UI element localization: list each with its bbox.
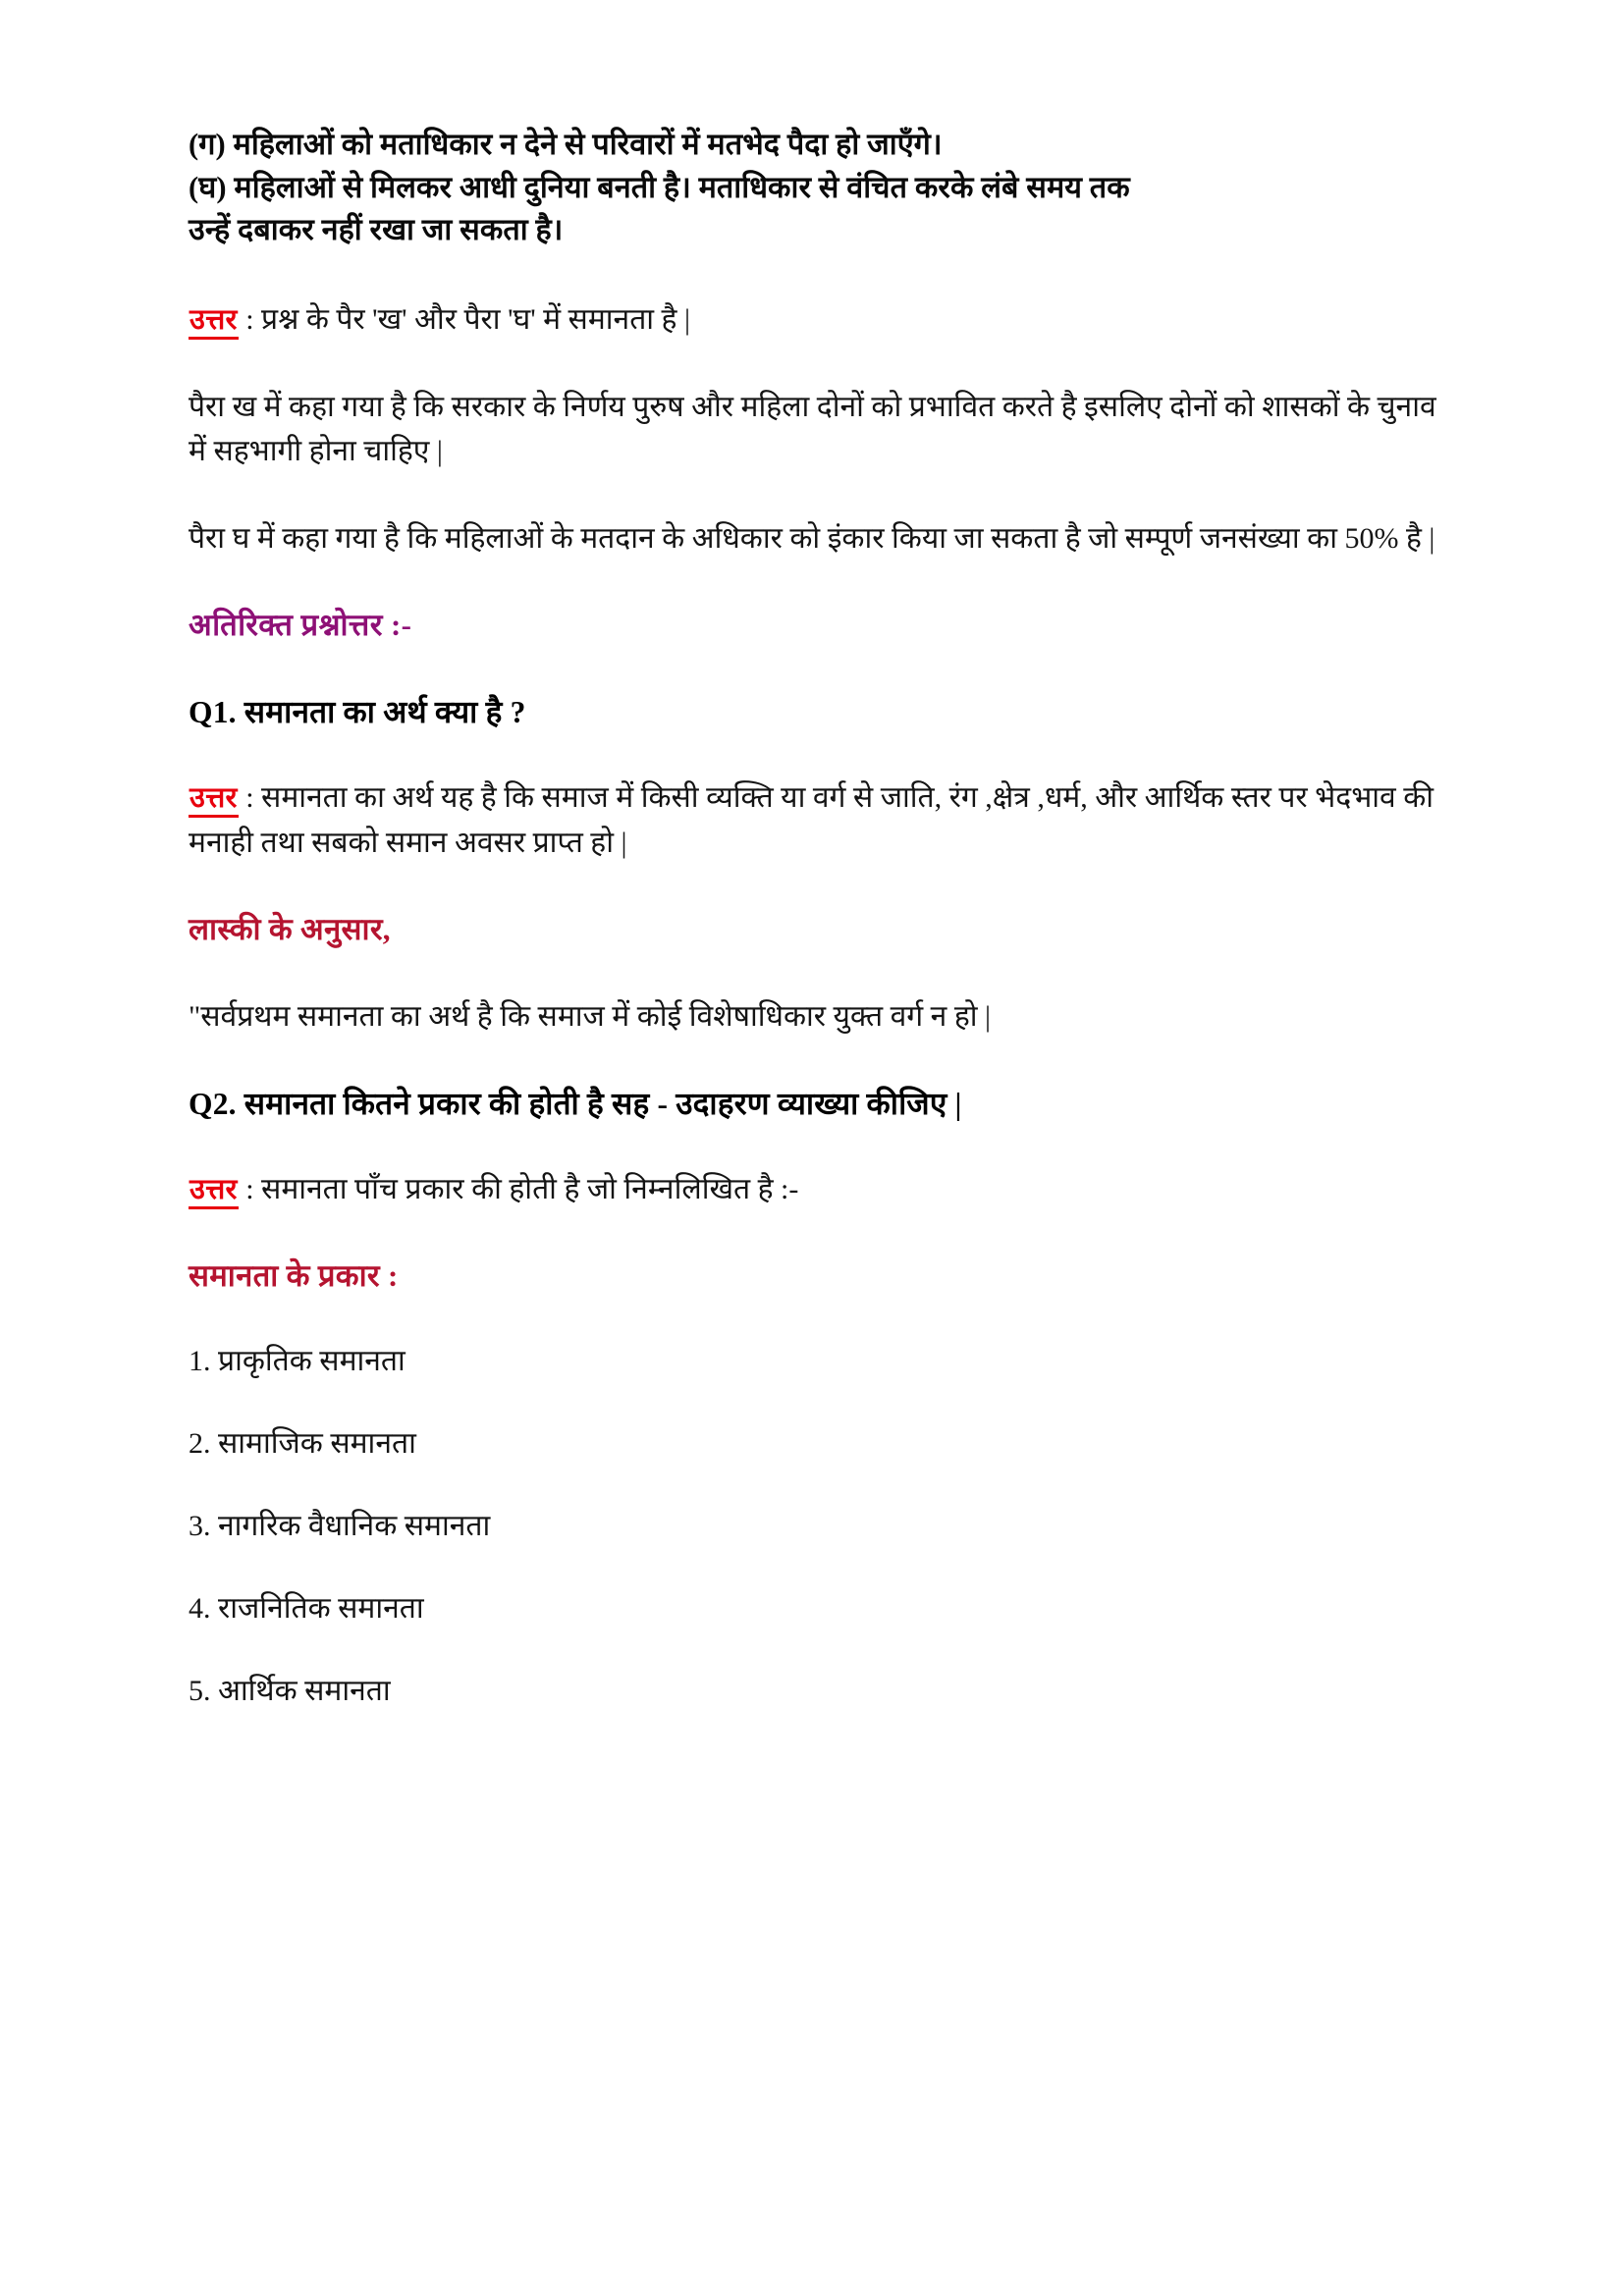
list-item-label: राजनितिक समानता xyxy=(218,1592,424,1626)
list-item-number: 1. xyxy=(189,1345,211,1378)
question-1-answer-text: समानता का अर्थ यह है कि समाज में किसी व्यक्ति या वर्ग से जाति, रंग ,क्षेत्र ,धर्म, और आर्थिक स्तर पर भेदभाव की मनाही तथा सबको समान अवसर प्राप्त हो | xyxy=(189,781,1441,859)
list-item-label: प्राकृतिक समानता xyxy=(218,1345,406,1378)
intro-line-gha-second: उन्हें दबाकर नहीं रखा जा सकता है। xyxy=(189,213,564,247)
laski-quote: "सर्वप्रथम समानता का अर्थ है कि समाज में कोई विशेषाधिकार युक्त वर्ग न हो | xyxy=(189,999,992,1033)
question-2-heading: Q2. समानता कितने प्रकार की होती है सह - उदाहरण व्याख्या कीजिए | xyxy=(189,1086,962,1121)
list-item xyxy=(189,1588,1445,1629)
question-2-answer xyxy=(189,1167,1445,1212)
answer-label-q2: उत्तर xyxy=(189,1174,239,1209)
list-item xyxy=(189,1341,1445,1382)
types-of-equality-heading: समानता के प्रकार : xyxy=(189,1258,399,1294)
laski-heading: लास्की के अनुसार, xyxy=(189,911,391,946)
answer-label: उत्तर xyxy=(189,304,239,340)
list-item-number: 3. xyxy=(189,1510,211,1543)
answer-main-text: प्रश्न के पैर 'ख' और पैरा 'घ' में समानता है | xyxy=(261,302,690,336)
answer-label-q1: उत्तर xyxy=(189,782,239,818)
question-1-heading: Q1. समानता का अर्थ क्या है ? xyxy=(189,695,526,730)
list-item xyxy=(189,1671,1445,1712)
explanation-para-gha: पैरा घ में कहा गया है कि महिलाओं के मतदान के अधिकार को इंकार किया जा सकता है जो सम्पूर्ण जनसंख्या का 50% है | xyxy=(189,522,1435,556)
answer-separator-q2: : xyxy=(238,1172,262,1205)
document-content xyxy=(189,124,1445,1712)
answer-main-paragraph xyxy=(189,297,1445,343)
intro-line-gha-first: (घ) महिलाओं से मिलकर आधी दुनिया बनती है। मताधिकार से वंचित करके लंबे समय तक xyxy=(189,170,1130,204)
list-item-number: 4. xyxy=(189,1592,211,1626)
list-item-label: आर्थिक समानता xyxy=(218,1675,391,1708)
types-of-equality-list xyxy=(189,1341,1445,1712)
explanation-para-kha: पैरा ख में कहा गया है कि सरकार के निर्णय पुरुष और महिला दोनों को प्रभावित करते है इसलिए दोनों को शासकों के चुनाव में सहभागी होना चाहिए | xyxy=(189,391,1444,468)
list-item xyxy=(189,1423,1445,1465)
question-1-answer xyxy=(189,775,1445,865)
answer-separator: : xyxy=(238,302,262,336)
list-item-number: 2. xyxy=(189,1427,211,1461)
list-item-number: 5. xyxy=(189,1675,211,1708)
intro-block xyxy=(189,124,1445,252)
extra-qa-heading: अतिरिक्त प्रश्नोत्तर :- xyxy=(189,608,412,643)
list-item-label: सामाजिक समानता xyxy=(218,1427,416,1461)
answer-separator-q1: : xyxy=(238,781,262,815)
question-2-answer-text: समानता पाँच प्रकार की होती है जो निम्नलिखित है :- xyxy=(261,1172,799,1205)
intro-line-ga: (ग) महिलाओं को मताधिकार न देने से परिवारों में मतभेद पैदा हो जाएँगे। xyxy=(189,128,943,161)
list-item xyxy=(189,1506,1445,1547)
list-item-label: नागरिक वैधानिक समानता xyxy=(218,1510,491,1543)
